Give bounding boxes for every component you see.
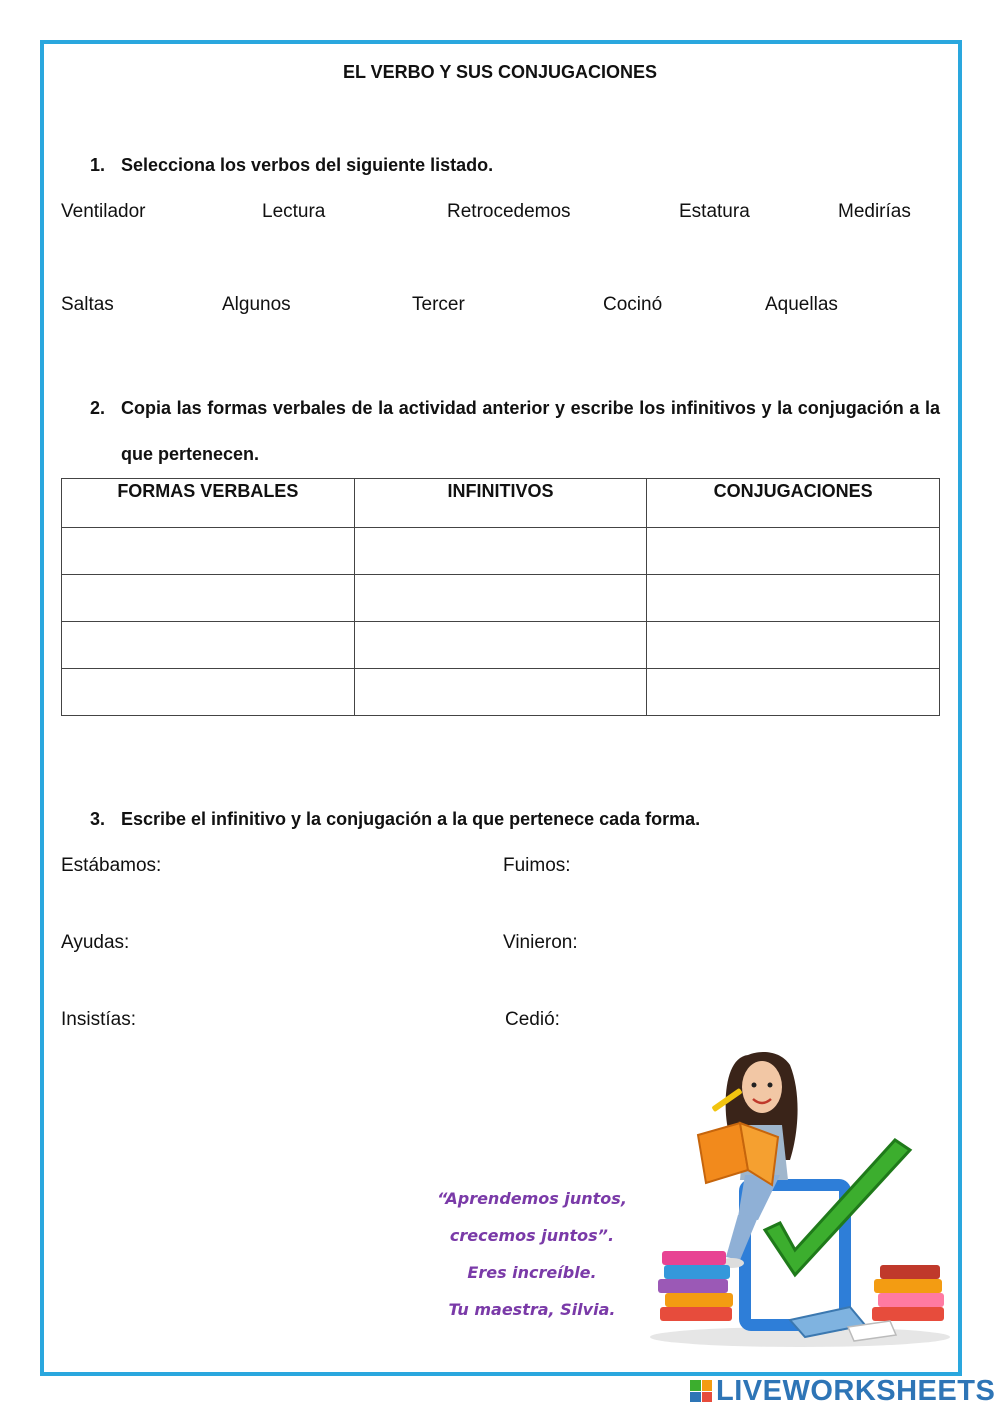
answer-cell[interactable] (647, 528, 940, 575)
teacher-illustration (640, 1045, 960, 1350)
word-saltas[interactable]: Saltas (61, 294, 114, 315)
liveworksheets-logo (690, 1376, 995, 1406)
word-aquellas[interactable]: Aquellas (765, 294, 838, 315)
word-retrocedemos[interactable]: Retrocedemos (447, 201, 571, 222)
question-1-text: Selecciona los verbos del siguiente listado. (121, 155, 494, 175)
open-book-icon (698, 1123, 748, 1183)
question-2-text: Copia las formas verbales de la actividad anterior y escribe los infinitivos y la conjugación a la que pertenecen. (121, 398, 940, 464)
word-tercer[interactable]: Tercer (412, 294, 465, 315)
brand-name: LIVEWORKSHEETS (716, 1374, 996, 1407)
answer-cell[interactable] (62, 669, 355, 716)
form-label-estabamos: Estábamos: (61, 855, 162, 876)
answer-cell[interactable] (354, 669, 647, 716)
word-lectura[interactable]: Lectura (262, 201, 326, 222)
question-3-number: 3. (90, 809, 106, 829)
question-2-number: 2. (90, 398, 106, 418)
quote-line-4: Tu maestra, Silvia. (448, 1300, 616, 1319)
answer-cell[interactable] (647, 622, 940, 669)
answer-table (61, 478, 940, 716)
books-stack-left-icon (658, 1251, 733, 1321)
answer-cell[interactable] (647, 575, 940, 622)
header-infinitivos: INFINITIVOS (354, 479, 647, 528)
form-label-fuimos: Fuimos: (503, 855, 571, 876)
answer-cell[interactable] (62, 575, 355, 622)
question-1-number: 1. (90, 155, 106, 175)
quote-line-1: “Aprendemos juntos, (437, 1189, 627, 1208)
question-1 (90, 155, 494, 176)
quote-line-3: Eres increíble. (467, 1263, 597, 1282)
quote-line-2: crecemos juntos”. (449, 1226, 615, 1245)
form-label-insistias: Insistías: (61, 1009, 136, 1030)
word-cocino[interactable]: Cocinó (603, 294, 663, 315)
answer-cell[interactable] (354, 575, 647, 622)
table-row (62, 528, 940, 575)
worksheet-title: EL VERBO Y SUS CONJUGACIONES (342, 62, 658, 82)
face-shape (742, 1061, 782, 1113)
answer-cell[interactable] (62, 528, 355, 575)
question-3-text: Escribe el infinitivo y la conjugación a la que pertenece cada forma. (121, 809, 701, 829)
answer-cell[interactable] (354, 622, 647, 669)
form-label-cedio: Cedió: (505, 1009, 560, 1030)
question-3 (90, 809, 701, 830)
books-stack-right-icon (872, 1265, 944, 1321)
table-row (62, 669, 940, 716)
table-row (62, 575, 940, 622)
answer-cell[interactable] (62, 622, 355, 669)
answer-cell[interactable] (647, 669, 940, 716)
form-label-vinieron: Vinieron: (503, 932, 578, 953)
header-conjugaciones: CONJUGACIONES (647, 479, 940, 528)
header-formas-verbales: FORMAS VERBALES (62, 479, 355, 528)
word-algunos[interactable]: Algunos (222, 294, 291, 315)
word-estatura[interactable]: Estatura (679, 201, 750, 222)
question-2 (90, 385, 940, 477)
form-label-ayudas: Ayudas: (61, 932, 130, 953)
answer-cell[interactable] (354, 528, 647, 575)
word-medirias[interactable]: Medirías (838, 201, 911, 222)
table-row (62, 622, 940, 669)
logo-badge-icon (690, 1380, 712, 1402)
word-ventilador[interactable]: Ventilador (61, 201, 146, 222)
